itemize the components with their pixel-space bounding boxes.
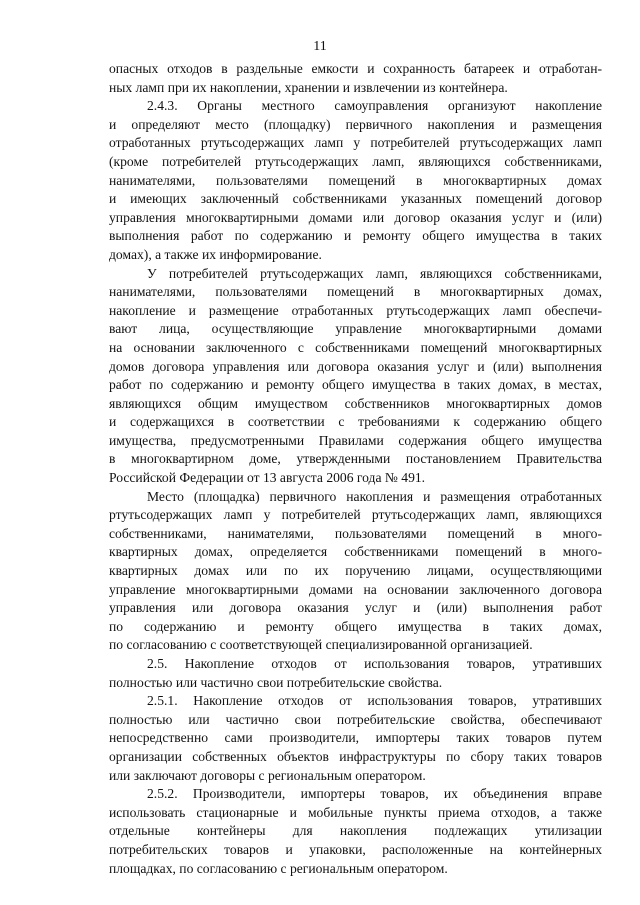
text-line: в многоквартирном доме, утвержденными постановлением Правительства <box>109 451 602 467</box>
text-line: отработанных ртутьсодержащих ламп у потребителей ртутьсодержащих ламп <box>109 135 602 151</box>
text-line: работ по содержанию и ремонту общего имущества в таких домах, в местах, <box>109 377 602 393</box>
text-line: нанимателями, пользователями помещений в многоквартирных домах, <box>109 284 602 300</box>
text-line: полностью или частично свои потребительские свойства, обеспечивают <box>109 711 602 727</box>
text-line: ных ламп при их накоплении, хранении и извлечении из контейнера. <box>109 79 508 95</box>
text-line: 2.5.1. Накопление отходов от использования товаров, утративших <box>147 693 602 709</box>
text-line: организации собственных объектов инфраструктуры по сбору таких товаров <box>109 748 602 764</box>
page-number: 11 <box>313 39 327 54</box>
text-line: полностью или частично свои потребительские свойства. <box>109 674 443 690</box>
text-line: управления многоквартирными домами или договор оказания услуг и (или) <box>109 209 602 225</box>
text-line: нанимателями, пользователями помещений в многоквартирных домах <box>109 172 602 188</box>
text-line: домах), а также их информирование. <box>109 246 322 262</box>
text-line: накопление и размещение отработанных ртутьсодержащих ламп обеспечи- <box>109 302 602 318</box>
text-line: потребительских товаров и упаковки, расположенные на контейнерных <box>109 841 602 857</box>
text-line: управление многоквартирными домами на основании заключенного договора <box>109 581 602 597</box>
text-line: непосредственно сами производители, импортеры таких товаров путем <box>109 730 602 746</box>
text-line: и имеющих заключенный собственниками указанных помещений договор <box>109 191 602 207</box>
text-line: являющихся общим имуществом собственников многоквартирных домов <box>109 395 602 411</box>
text-line: имущества, предусмотренными Правилами содержания общего имущества <box>109 432 602 448</box>
text-line: 2.5. Накопление отходов от использования товаров, утративших <box>147 656 602 671</box>
text-line: использовать стационарные и мобильные пункты приема отходов, а также <box>109 804 602 820</box>
text-line: управления или договора оказания услуг и (или) выполнения работ <box>109 600 602 616</box>
text-line: и определяют место (площадку) первичного накопления и размещения <box>109 116 602 132</box>
text-line: домов договора управления или договора оказания услуг и (или) выполнения <box>109 358 602 374</box>
text-line: на основании заключенного с собственниками помещений многоквартирных <box>109 339 602 355</box>
text-line: вают лица, осуществляющие управление многоквартирными домами <box>109 321 602 337</box>
text-line: квартирных домах или по их поручению лицами, осуществляющими <box>109 563 602 579</box>
text-line: 2.5.2. Производители, импортеры товаров, их объединения вправе <box>147 786 602 802</box>
text-line: опасных отходов в раздельные емкости и сохранность батареек и отработан- <box>109 61 602 76</box>
text-line: квартирных домах, определяется собственниками помещений в много- <box>109 544 602 560</box>
text-line: по согласованию с соответствующей специализированной организацией. <box>109 637 533 653</box>
text-line: и содержащихся в соответствии с требованиями к содержанию общего <box>109 414 602 430</box>
text-line: У потребителей ртутьсодержащих ламп, являющихся собственниками, <box>147 265 602 281</box>
document-body-text <box>109 60 602 878</box>
text-line: по содержанию и ремонту общего имущества в таких домах, <box>109 618 602 634</box>
text-line: площадках, по согласованию с региональным оператором. <box>109 860 448 876</box>
text-line: или заключают договоры с региональным оператором. <box>109 767 426 783</box>
text-line: 2.4.3. Органы местного самоуправления организуют накопление <box>147 98 602 114</box>
text-line: ртутьсодержащих ламп у потребителей ртутьсодержащих ламп, являющихся <box>109 507 602 523</box>
text-line: отдельные контейнеры для накопления подлежащих утилизации <box>109 823 602 839</box>
text-line: (кроме потребителей ртутьсодержащих ламп, являющихся собственниками, <box>109 153 602 169</box>
text-line: Место (площадка) первичного накопления и размещения отработанных <box>147 488 602 504</box>
text-line: Российской Федерации от 13 августа 2006 года № 491. <box>109 470 426 486</box>
text-line: собственниками, нанимателями, пользователями помещений в много- <box>109 525 602 541</box>
text-line: выполнения работ по содержанию и ремонту общего имущества в таких <box>109 228 602 244</box>
